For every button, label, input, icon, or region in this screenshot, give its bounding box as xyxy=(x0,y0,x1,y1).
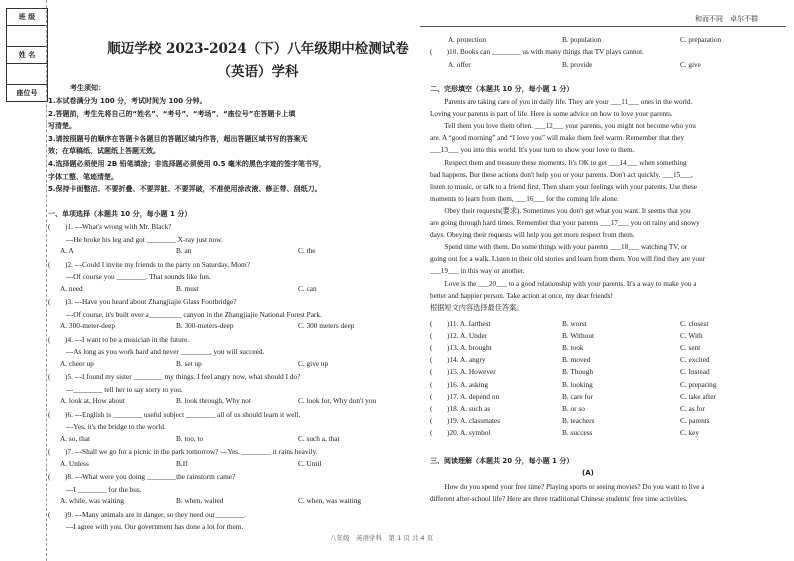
cloze-line: are. A “good morning” and “I love you” will make them feel warm. Remember that they xyxy=(430,134,685,143)
option: C. can xyxy=(298,283,317,293)
answer-option: ( )18. A. such as xyxy=(430,403,491,413)
notice-item: 5.保持卡面整洁、不要折叠、不要弄脏、不要弄破，不准使用涂改液、修正带、刮纸刀。 xyxy=(48,185,322,194)
seat-label: 座位号 xyxy=(16,89,38,97)
answer-option: B. success xyxy=(562,427,593,437)
reading-line: different after-school life? Here are three traditional Chinese students' free time activities. xyxy=(430,495,688,503)
option: B. look through, Why not xyxy=(176,396,251,405)
question-line: ---I ________ for the bus. xyxy=(66,484,142,494)
cloze-line: ___19___ in this way or another. xyxy=(430,267,525,276)
cloze-line: are going through hard times. Remember that your parents ___17___ you on rainy and snowy xyxy=(430,219,700,227)
option: C. the xyxy=(298,246,316,255)
option: C. Until xyxy=(298,458,322,468)
answer-option: ( )14. A. angry xyxy=(430,355,486,365)
question-line: ---He broke his leg and got ________ X-ray just now. xyxy=(66,234,223,244)
notice-item: 3.请按照题号的顺序在答题卡各题目的答题区域内作答，超出答题区域书写的答案无 xyxy=(48,134,308,143)
option: B. too, to xyxy=(176,433,204,443)
answer-option: B. took xyxy=(562,343,584,353)
section3-heading: 三、阅读理解（本题共 20 分，每小题 1 分） xyxy=(430,457,574,465)
option: C. give up xyxy=(298,358,329,368)
cloze-line: Respect them and treasure these moments. It's OK to get ___14___ when something xyxy=(430,158,687,167)
option: C. when, was waiting xyxy=(298,496,362,505)
exam-title: 顺迈学校 2023-2024（下）八年级期中检测试卷 xyxy=(107,41,409,57)
cloze-line: Parents are taking care of you in daily life. They are your ___11___ ones in the world. xyxy=(430,98,693,106)
option: A. while, was waiting xyxy=(60,496,124,505)
cloze-line: Love is the ___20___ to a good relationship with your parents. It's a way to make you a xyxy=(430,279,697,288)
option: A. 300-meter-deep xyxy=(60,321,115,330)
option: B. must xyxy=(176,283,199,293)
answer-option: ( )15. A. However xyxy=(430,367,496,377)
notice-heading: 考生须知： xyxy=(70,84,105,92)
option: A. so, that xyxy=(60,433,90,443)
notice-item: 字体工整、笔迹清楚。 xyxy=(48,172,118,181)
exam-page: 班 级 姓 名 座位号 顺迈学校 2023-2024（下）八年级期中检测试卷 （英语）学科 考生须知： 1.本试卷满分为 100 分，考试时间为 100 分钟。 2.答题前，考生先将自己的“姓名”、“考号”、“考场”、“座位号”在答题卡上填 写清楚。 3.请按照题号的顺序在答题卡各题目的答题区域内作答，超出答题区域书写的答案无 效；在草稿纸、试题纸上答题无效。 4.选择题必须使用 2B 铅笔填涂；非选择题必须使用 0.5 毫米的黑色字迹的签字笔书写， 字体工整、笔迹清楚。 5.保持卡面整洁、不要折叠、不要弄脏、不要弄破，不准使用涂改液、修正带、刮纸刀。 一、单项选择（本题共 10 分，每小题 1 分） ( )1. ---What's wrong with Mr. Black? ---He broke his leg and got ________ X-ray just now. A. A B. an C. the ( )2. ---Could I invite my friends to the party on Saturday, Mom? ---Of course you ________. That sounds like fun. A. need B. must C. can ( )3. ---Have you heard about Zhangjiajie Glass Footbridge? ---Of course, it's built over a_________ canyon in the Zhangjiajie National Forest Park. A. 300-meter-deep B. 300-meters-deep C. 300 meters deep ( )4. ---I want to be a musician in the future. ---As long as you work hard and never ________, you will succeed. A. cheer up B. set up C. give up ( )5. ---I found my sister ________ my things. I feel angry now, what should I do? ---________ tell her to say sorry to you. A. look at, How about B. look through, Why not C. look for, Why don't you ( )6. ---English is ________ useful subject ________ all of us should learn it well. ---Yes, it's the bridge to the world. A. so, that B. too, to C. such a, that ( )7. ---Shall we go for a picnic in the park tomorrow? ---Yes. ________ it rains heavily. A. Unless B.If C. Until ( )8. ---What were you doing ________the rainstorm came? ---I ________ for the bus. A. while, was waiting B. when, waited C. when, was waiting ( )9. ---Many animals are in danger, so they need our________. ---I agree with you. Our government has done a lot for them. 和而不同 卓尔不群 A. protection B. population C. preparation ( )10. Books can ________ us with many things that TV plays cannot. A. offer B. provide C. give 二、完形填空（本题共 10 分，每小题 1 分） Parents are taking care of you in daily life. They are your ___11___ ones in the world. Loving your parents is part of life. Here is some advice on how to love your parents. Tell them you love them often. ___12___ your parents, you might not become who you are. A “good morning” and “I love you” will make them feel warm. Remember that they ___13___ you into this world. It's your turn to show your love to them. Respect them and treasure these moments. It's OK to get ___14___ when something bad happens. But these actions don't help you or your parents. Don't act quickly. ___15___, listen to music, or talk to a friend first. Then share your feelings with your parents. Use these moments to learn from them, ___16___ for the coming life alone. Obey their requests(要求). Sometimes you don't get what you want. It seems that you are going through hard times. Remember that your parents ___17___ you on rainy and snowy days. Obeying their requests will help you get more respect from them. Spend time with them. Do some things with your parents ___18___ watching TV, or going out for a walk. Listen to their old stories and learn from them. You will find they are your ___19___ in this way or another. Love is the ___20___ to a good relationship with your parents. It's a way to make you a better and happier person. Take action at once, my dear friends! 根据短文内容选择最佳答案。 ( )11. A. farthest B. worst C. closest ( )12. A. Under B. Without C. With ( )13. A. brought B. took C. sent ( )14. A. angry B. moved C. excited ( )15. A. However B. Though C. Instead ( )16. A. asking B. looking C. preparing ( )17. A. depend on B. care for C. take after ( )18. A. such as B. or so C. as for ( )19. A. classmates B. teachers C. parents ( )20. A. symbol B. success C. key 三、阅读理解（本题共 20 分，每小题 1 分） (A) How do you spend your free time? Playing sports or seeing movies? Do you want to live a different after-school life? Here are three traditional Chinese students' free time activities. 八年级 英语学科 第 1 页 共 4 页 xyxy=(0,0,794,561)
answer-option: B. worst xyxy=(562,319,587,328)
answer-option: ( )16. A. asking xyxy=(430,379,488,389)
answer-option: B. teachers xyxy=(562,415,595,425)
option: A. Unless xyxy=(60,458,89,468)
answer-option: C. Instead xyxy=(680,367,710,377)
question-stem: ( )5. ---I found my sister ________ my things. I feel angry now, what should I do? xyxy=(48,372,301,381)
question-stem: ( )6. ---English is ________ useful subject ________ all of us should learn it well. xyxy=(48,409,301,419)
question-line: ---Yes, it's the bridge to the world. xyxy=(66,422,166,431)
cloze-line: Tell them you love them often. ___12___ your parents, you might not become who you xyxy=(430,122,696,131)
question-line: ---As long as you work hard and never ________, you will succeed. xyxy=(66,347,265,356)
header-rule xyxy=(420,26,786,27)
question-stem: ( )4. ---I want to be a musician in the future. xyxy=(48,334,190,344)
cloze-line: moments to learn from them, ___16___ for the coming life alone. xyxy=(430,194,619,203)
answer-option: B. care for xyxy=(562,391,593,401)
cloze-line: listen to music, or talk to a friend first. Then share your feelings with your parents. Use these xyxy=(430,182,697,191)
exam-subtitle: （英语）学科 xyxy=(217,64,299,80)
answer-option: C. excited xyxy=(680,355,710,365)
option: B. population xyxy=(562,36,602,44)
option: C. 300 meters deep xyxy=(298,321,355,330)
page-footer: 八年级 英语学科 第 1 页 共 4 页 xyxy=(330,534,434,542)
question-stem: ( )2. ---Could I invite my friends to the party on Saturday, Mom? xyxy=(48,259,250,269)
cloze-line: days. Obeying their requests will help you get more respect from them. xyxy=(430,231,635,240)
question-stem: ( )9. ---Many animals are in danger, so they need our________. xyxy=(48,509,246,519)
class-field xyxy=(7,26,47,47)
cloze-line: bad happens. But these actions don't help you or your parents. Don't act quickly. ___15___, xyxy=(430,170,693,179)
answer-option: B. Though xyxy=(562,367,594,377)
cloze-line: ___13___ you into this world. It's your turn to show your love to them. xyxy=(430,146,635,155)
cloze-line: going out for a walk. Listen to their old stories and learn from them. You will find they are your xyxy=(430,255,706,264)
cloze-line: Obey their requests(要求). Sometimes you don't get what you want. It seems that you xyxy=(430,206,691,215)
answer-option: C. take after xyxy=(680,391,716,401)
answer-option: ( )13. A. brought xyxy=(430,343,492,353)
answer-option: ( )19. A. classmates xyxy=(430,415,501,425)
notice-item: 写清楚。 xyxy=(48,122,76,131)
cloze-line: Spend time with them. Do some things with your parents ___18___ watching TV, or xyxy=(430,243,688,252)
cloze-line: better and happier person. Take action at once, my dear friends! xyxy=(430,291,613,300)
option: B. when, waited xyxy=(176,496,224,505)
notice-item: 1.本试卷满分为 100 分，考试时间为 100 分钟。 xyxy=(48,97,207,105)
notice-item: 效；在草稿纸、试题纸上答题无效。 xyxy=(48,147,160,156)
section1-heading: 一、单项选择（本题共 10 分，每小题 1 分） xyxy=(48,210,192,218)
notice-item: 2.答题前，考生先将自己的“姓名”、“考号”、“考场”、“座位号”在答题卡上填 xyxy=(48,109,296,118)
answer-option: C. sent xyxy=(680,343,701,353)
option: B. provide xyxy=(562,61,593,69)
question-stem: ( )1. ---What's wrong with Mr. Black? xyxy=(48,222,172,231)
name-field xyxy=(7,64,47,85)
question-stem: ( )7. ---Shall we go for a picnic in the park tomorrow? ---Yes. ________ it rains heavily. xyxy=(48,447,318,456)
answer-option: ( )17. A. depend on xyxy=(430,391,500,401)
option: A. A xyxy=(60,246,74,255)
option: A. protection xyxy=(448,36,486,44)
option: B. set up xyxy=(176,358,202,368)
option: A. cheer up xyxy=(60,358,94,368)
answer-option: B. moved xyxy=(562,355,591,365)
option: C. look for, Why don't you xyxy=(298,396,377,405)
name-label: 姓 名 xyxy=(7,47,47,64)
section2-heading: 二、完形填空（本题共 10 分，每小题 1 分） xyxy=(430,85,574,93)
answer-option: C. key xyxy=(680,427,700,437)
option: C. preparation xyxy=(680,36,722,44)
answer-option: ( )20. A. symbol xyxy=(430,427,491,437)
cloze-line: 根据短文内容选择最佳答案。 xyxy=(430,303,524,312)
option: B. an xyxy=(176,246,192,255)
option: A. need xyxy=(60,283,83,293)
answer-option: ( )12. A. Under xyxy=(430,331,488,341)
option: B.If xyxy=(176,458,188,468)
answer-option: C. parents xyxy=(680,415,710,425)
student-info-box xyxy=(6,8,48,102)
answer-option: B. looking xyxy=(562,379,593,389)
school-motto: 和而不同 卓尔不群 xyxy=(695,15,758,23)
answer-option: ( )11. A. farthest xyxy=(430,319,491,328)
option: B. 300-meters-deep xyxy=(176,321,234,330)
answer-option: C. as for xyxy=(680,403,705,413)
answer-option: C. With xyxy=(680,331,703,341)
option: A. offer xyxy=(448,61,471,69)
option: A. look at, How about xyxy=(60,396,125,405)
class-label: 班 级 xyxy=(7,9,47,26)
option: C. such a, that xyxy=(298,433,340,443)
notice-item: 4.选择题必须使用 2B 铅笔填涂；非选择题必须使用 0.5 毫米的黑色字迹的签字笔书写， xyxy=(48,160,326,168)
cloze-line: Loving your parents is part of life. Here is some advice on how to love your parents. xyxy=(430,110,673,119)
question-line: ---Of course you ________. That sounds like fun. xyxy=(66,272,211,281)
question-line: ---Of course, it's built over a_________ canyon in the Zhangjiajie National Forest Park. xyxy=(66,309,322,319)
answer-option: B. Without xyxy=(562,331,595,341)
question-stem: ( )3. ---Have you heard about Zhangjiajie Glass Footbridge? xyxy=(48,297,237,306)
question-line: ---I agree with you. Our government has done a lot for them. xyxy=(66,522,244,531)
section3-part: (A) xyxy=(582,469,594,477)
binding-line xyxy=(46,0,47,561)
question-line: ---________ tell her to say sorry to you. xyxy=(66,384,183,394)
question-stem: ( )8. ---What were you doing ________the rainstorm came? xyxy=(48,472,236,481)
answer-option: B. or so xyxy=(562,403,585,413)
answer-option: C. preparing xyxy=(680,379,717,389)
reading-line: How do you spend your free time? Playing sports or seeing movies? Do you want to live a xyxy=(430,483,705,491)
answer-option: C. closest xyxy=(680,319,709,328)
option: C. give xyxy=(680,61,701,69)
